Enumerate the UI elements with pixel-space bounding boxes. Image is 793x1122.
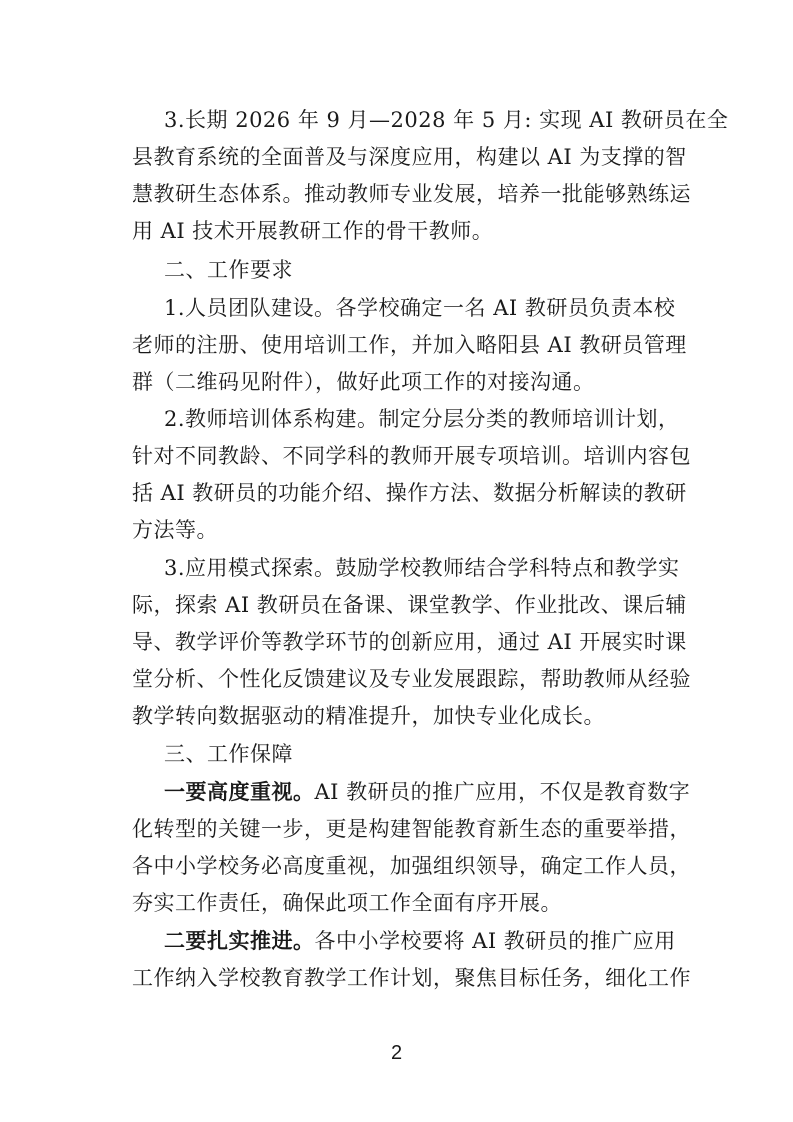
paragraph-training-line-3: 括 AI 教研员的功能介绍、操作方法、数据分析解读的教研 — [132, 481, 687, 505]
paragraph-solid-advance-line-1 — [132, 927, 676, 955]
paragraph-high-priority-text: AI 教研员的推广应用，不仅是教育数字 — [314, 780, 691, 804]
paragraph-long-term-line-2: 县教育系统的全面普及与深度应用，构建以 AI 为支撑的智 — [132, 145, 687, 169]
paragraph-long-term-line-4: 用 AI 技术开展教研工作的骨干教师。 — [132, 219, 494, 243]
paragraph-solid-advance-line-2: 工作纳入学校教育教学工作计划，聚焦目标任务，细化工作 — [132, 966, 691, 990]
paragraph-team-building-line-1: 1.人员团队建设。各学校确定一名 AI 教研员负责本校 — [164, 296, 676, 320]
paragraph-training-line-2: 针对不同教龄、不同学科的教师开展专项培训。培训内容包 — [132, 444, 691, 468]
paragraph-long-term-line-1: 3.长期 2026 年 9 月—2028 年 5 月: 实现 AI 教研员在全 — [164, 108, 729, 132]
paragraph-high-priority-lead: 一要高度重视。 — [164, 780, 315, 804]
page-number: 2 — [390, 1042, 403, 1064]
paragraph-application-line-5: 教学转向数据驱动的精准提升，加快专业化成长。 — [132, 704, 605, 728]
paragraph-team-building-line-2: 老师的注册、使用培训工作，并加入略阳县 AI 教研员管理 — [132, 333, 687, 357]
paragraph-high-priority-line-4: 夯实工作责任，确保此项工作全面有序开展。 — [132, 891, 562, 915]
paragraph-training-line-1: 2.教师培训体系构建。制定分层分类的教师培训计划， — [164, 407, 680, 431]
paragraph-application-line-2: 际，探索 AI 教研员在备课、课堂教学、作业批改、课后辅 — [132, 593, 687, 617]
paragraph-application-line-1: 3.应用模式探索。鼓励学校教师结合学科特点和教学实 — [164, 556, 680, 580]
paragraph-training-line-4: 方法等。 — [132, 518, 218, 542]
paragraph-long-term-line-3: 慧教研生态体系。推动教师专业发展，培养一批能够熟练运 — [132, 182, 691, 206]
paragraph-high-priority-line-3: 各中小学校务必高度重视，加强组织领导，确定工作人员， — [132, 854, 691, 878]
section-heading-work-guarantee: 三、工作保障 — [164, 742, 293, 766]
paragraph-application-line-4: 堂分析、个性化反馈建议及专业发展跟踪，帮助教师从经验 — [132, 667, 691, 691]
paragraph-high-priority-line-2: 化转型的关键一步，更是构建智能教育新生态的重要举措， — [132, 817, 691, 841]
paragraph-team-building-line-3: 群（二维码见附件），做好此项工作的对接沟通。 — [132, 370, 595, 394]
paragraph-application-line-3: 导、教学评价等教学环节的创新应用，通过 AI 开展实时课 — [132, 630, 687, 654]
paragraph-solid-advance-lead: 二要扎实推进。 — [164, 929, 315, 953]
paragraph-solid-advance-text: 各中小学校要将 AI 教研员的推广应用 — [314, 929, 676, 953]
paragraph-high-priority-line-1 — [132, 778, 691, 806]
section-heading-work-requirements: 二、工作要求 — [164, 258, 293, 282]
